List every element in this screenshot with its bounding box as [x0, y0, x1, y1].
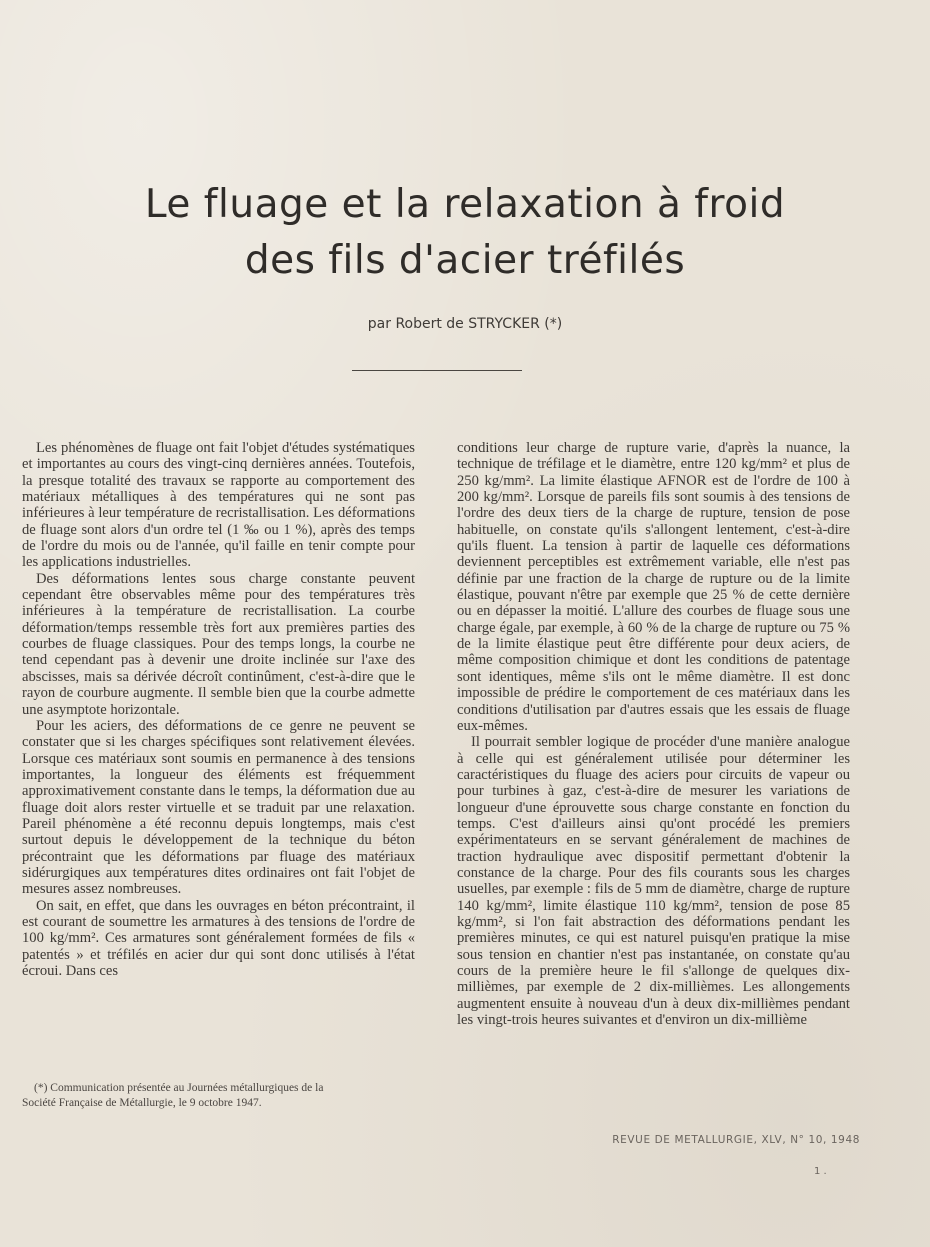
article-title — [0, 180, 930, 286]
left-paragraph-1: Les phénomènes de fluage ont fait l'objet d'études systématiques et importantes au cours des vingt-cinq dernières années. Toutefois, la presque totalité des travaux se rapporte au comportement des matériaux métalliques à des températures qui ne sont pas inférieures à leur température de recristallisation. Les déformations de fluage sont alors d'un ordre tel (1 ‰ ou 1 %), après des temps de l'ordre du mois ou de l'année, qu'il faille en tenir compte pour les applications industrielles. — [22, 440, 415, 571]
right-column — [457, 440, 850, 1028]
author-byline: par Robert de STRYCKER (*) — [367, 316, 563, 332]
title-divider — [352, 370, 522, 371]
footnote-line-2: Société Française de Métallurgie, le 9 octobre 1947. — [22, 1097, 262, 1109]
article-title-line-2: des fils d'acier tréfilés — [244, 238, 686, 283]
left-paragraph-3: Pour les aciers, des déformations de ce genre ne peuvent se constater que si les charges spécifiques sont relativement élevées. Lorsque ces matériaux sont soumis en permanence à des tensions importantes, la longueur des éléments est fréquemment approximativement constante dans le temps, la déformation due au fluage doit alors rester virtuelle et se traduit par une relaxation. Pareil phénomène a été reconnu depuis longtemps, mais c'est surtout depuis le développement de la technique du béton précontraint que les déformations par fluage des matériaux sidérurgiques aux températures dites ordinaires ont fait l'objet de mesures assez nombreuses. — [22, 717, 415, 898]
left-paragraph-2: Des déformations lentes sous charge constante peuvent cependant être observables même pour des températures très inférieures à la température de recristallisation. La courbe déformation/temps ressemble très fort aux premières parties des courbes de fluage classiques. Pour des temps longs, la courbe ne tend cependant pas à devenir une droite inclinée sur l'axe des abscisses, mais sa dérivée décroît continûment, c'est-à-dire que le rayon de courbure augmente. Il semble bien que la courbe admette une asymptote horizontale. — [22, 570, 415, 718]
journal-reference: REVUE DE METALLURGIE, XLV, N° 10, 1948 — [612, 1134, 860, 1146]
article-title-line-1: Le fluage et la relaxation à froid — [144, 182, 786, 227]
left-column — [22, 440, 415, 979]
right-paragraph-2: Il pourrait sembler logique de procéder d'une manière analogue à celle qui est généralement utilisée pour déterminer les caractéristiques du fluage des aciers pour circuits de vapeur ou pour turbines à gaz, c'est-à-dire de mesurer les variations de longueur d'une éprouvette sous charge constante en fonction du temps. C'est d'ailleurs ainsi qu'ont procédé les premiers expérimentateurs en se servant généralement de machines de traction hydraulique avec dispositif permettant d'obtenir la constance de la charge. Pour des fils courants sous les charges usuelles, par exemple : fils de 5 mm de diamètre, charge de rupture 140 kg/mm², limite élastique 110 kg/mm², tension de pose 85 kg/mm², si l'on fait abstraction des déformations pendant les premières minutes, ce qui est naturel puisqu'en pratique la mise sous tension en chantier n'est pas instantanée, on constate qu'au cours de la première heure le fil s'allonge de quelques dix-millièmes, par exemple de 2 dix-millièmes. Les allongements augmentent ensuite à nouveau d'un à deux dix-millièmes pendant les vingt-trois heures suivantes et d'environ un dix-millième — [457, 734, 850, 1029]
footnote — [22, 1081, 417, 1111]
footnote-line-1: (*) Communication présentée au Journées métallurgiques de la — [34, 1082, 324, 1094]
right-paragraph-1: conditions leur charge de rupture varie, d'après la nuance, la technique de tréfilage et le diamètre, entre 120 kg/mm² et plus de 250 kg/mm². La limite élastique AFNOR est de l'ordre de 100 à 200 kg/mm². Lorsque de pareils fils sont soumis à des tensions de l'ordre des deux tiers de la charge de rupture, tension de pose habituelle, on constate qu'ils s'allongent lentement, c'est-à-dire qu'ils fluent. La tension à partir de laquelle ces déformations deviennent perceptibles est extrêmement variable, elle n'est pas définie par une fraction de la charge de rupture ou de la limite élastique, pouvant n'être par exemple que 25 % de cette dernière ou en dépasser la moitié. L'allure des courbes de fluage sous une charge égale, par exemple, à 60 % de la charge de rupture ou 75 % de la limite élastique peut être différente pour deux aciers, de même composition chimique et dont les conditions de patentage sont identiques, même s'ils ont le même diamètre. Il est donc impossible de prédire le comportement de ces matériaux dans les conditions d'utilisation par d'autres essais que les essais de fluage eux-mêmes. — [457, 440, 850, 734]
left-paragraph-4: On sait, en effet, que dans les ouvrages en béton précontraint, il est courant de soumettre les armatures à des tensions de l'ordre de 100 kg/mm². Ces armatures sont généralement formées de fils « patentés » et tréfilés en acier dur qui sont donc utilisés à l'état écroui. Dans ces — [22, 897, 415, 979]
page-mark: 1 . — [814, 1166, 827, 1177]
